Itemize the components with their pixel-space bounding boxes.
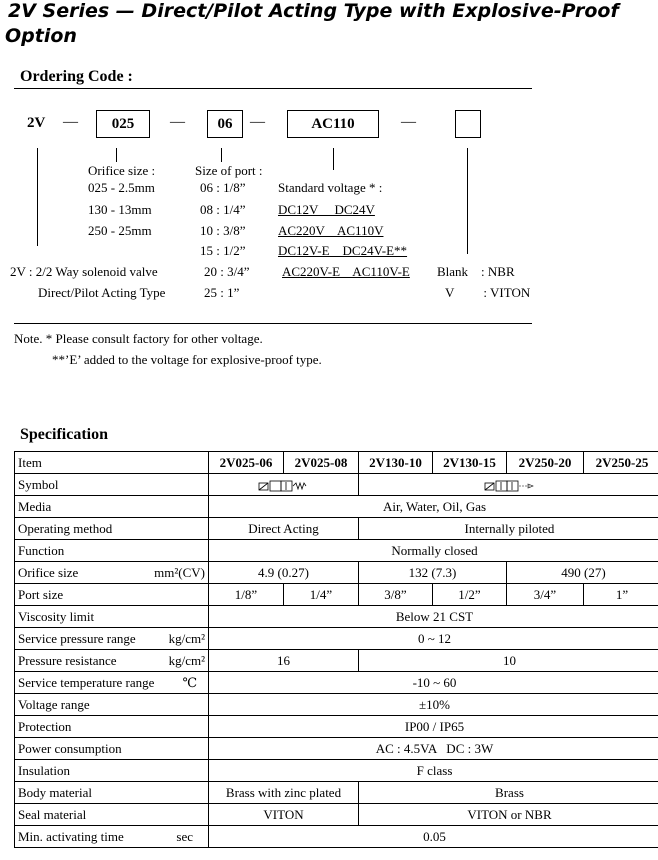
row-label-text: Pressure resistance [18,652,117,668]
voltage-option: AC220V-E AC110V-E [282,264,410,279]
port-option: 25 : 1” [204,285,240,300]
port-connector-line [221,148,222,162]
table-row [15,452,658,474]
seal-connector-line [467,148,468,254]
row-label: Protection [15,716,209,738]
code-dash-1: — [63,114,78,130]
cell-value: ±10% [209,694,658,716]
ordering-code-heading: Ordering Code : [20,68,133,85]
row-label: Voltage range [15,694,209,716]
port-option: 15 : 1/2” [200,243,246,258]
cell-value: -10 ~ 60 [209,672,658,694]
model-header: 2V250-25 [584,452,658,474]
orifice-option: 250 - 25mm [88,223,152,238]
seal-option-nbr: Blank : NBR [437,264,515,279]
ordering-top-rule [14,88,532,89]
voltage-connector-line [333,148,334,170]
row-label [15,562,209,584]
seal-code-box [455,110,481,138]
row-label [15,826,209,848]
specification-heading: Specification [20,426,108,443]
cell-value: 10 [359,650,658,672]
port-code-box: 06 [207,110,243,138]
row-label: Media [15,496,209,518]
table-row [15,628,658,650]
orifice-code-box: 025 [96,110,150,138]
standard-voltage-title: Standard voltage * : [278,180,383,195]
note-line2: **’E’ added to the voltage for explosive-proof type. [52,352,322,367]
item-header: Item [15,452,209,474]
direct-acting-valve-symbol [209,474,359,496]
cell-value: IP00 / IP65 [209,716,658,738]
valve-type-line1: 2V : 2/2 Way solenoid valve [10,264,158,279]
cell-value: Normally closed [209,540,658,562]
voltage-option: DC12V DC24V [278,202,375,217]
table-row [15,738,658,760]
row-label: Port size [15,584,209,606]
cell-value: Below 21 CST [209,606,658,628]
port-option: 06 : 1/8” [200,180,246,195]
table-row [15,716,658,738]
row-unit: ℃ [182,674,197,690]
cell-value: 4.9 (0.27) [209,562,359,584]
row-label: Viscosity limit [15,606,209,628]
code-dash-2: — [170,114,185,130]
cell-value: Internally piloted [359,518,658,540]
model-header: 2V025-08 [284,452,359,474]
port-option: 10 : 3/8” [200,223,246,238]
table-row [15,584,658,606]
row-label-text: Service pressure range [18,630,136,646]
row-label: Insulation [15,760,209,782]
cell-value: 132 (7.3) [359,562,507,584]
table-row [15,650,658,672]
port-option: 20 : 3/4” [204,264,250,279]
table-row [15,562,658,584]
cell-value: F class [209,760,658,782]
row-label: Power consumption [15,738,209,760]
row-label [15,672,209,694]
model-header: 2V130-10 [359,452,433,474]
cell-value: 490 (27) [507,562,658,584]
specification-table [14,451,658,848]
valve-type-line2: Direct/Pilot Acting Type [38,285,166,300]
model-header: 2V025-06 [209,452,284,474]
port-size-title: Size of port : [195,163,263,178]
row-label: Body material [15,782,209,804]
cell-value: 0 ~ 12 [209,628,658,650]
voltage-code-box: AC110 [287,110,379,138]
table-row [15,518,658,540]
table-row [15,540,658,562]
row-label-text: Service temperature range [18,674,155,690]
voltage-option: AC220V AC110V [278,223,384,238]
cell-value: 1/2” [433,584,507,606]
page-title-line1: 2V Series — Direct/Pilot Acting Type with Explosive-Proof [8,0,619,22]
row-label: Seal material [15,804,209,826]
cell-value: 3/8” [359,584,433,606]
table-row [15,782,658,804]
row-label [15,628,209,650]
row-unit: kg/cm² [168,652,205,668]
ordering-bottom-rule [14,323,532,324]
row-label: Symbol [15,474,209,496]
code-dash-4: — [401,114,416,130]
voltage-option: DC12V-E DC24V-E** [278,243,408,258]
table-row [15,474,658,496]
cell-value: 0.05 [209,826,658,848]
row-unit: mm²(CV) [154,564,205,580]
row-label: Function [15,540,209,562]
table-row [15,760,658,782]
row-label: Operating method [15,518,209,540]
code-dash-3: — [250,114,265,130]
table-row [15,826,658,848]
orifice-connector-line [116,148,117,162]
cell-value: Brass [359,782,658,804]
cell-value: 1” [584,584,658,606]
row-unit: sec [176,828,193,844]
cell-value: VITON or NBR [359,804,658,826]
table-row [15,606,658,628]
orifice-option: 130 - 13mm [88,202,152,217]
cell-value: 1/8” [209,584,284,606]
prefix-connector-line [37,148,38,246]
model-header: 2V130-15 [433,452,507,474]
cell-value: VITON [209,804,359,826]
cell-value: 1/4” [284,584,359,606]
solenoid-valve-symbol-icon [258,480,310,492]
cell-value: 16 [209,650,359,672]
table-row [15,672,658,694]
row-unit: kg/cm² [168,630,205,646]
cell-value: Air, Water, Oil, Gas [209,496,658,518]
model-header: 2V250-20 [507,452,584,474]
table-row [15,496,658,518]
orifice-size-title: Orifice size : [88,163,156,178]
note-line1: Note. * Please consult factory for other voltage. [14,331,263,346]
orifice-option: 025 - 2.5mm [88,180,155,195]
cell-value: 3/4” [507,584,584,606]
page-title-line2: Option [5,25,77,47]
code-prefix: 2V [27,115,46,131]
port-option: 08 : 1/4” [200,202,246,217]
cell-value: Brass with zinc plated [209,782,359,804]
seal-option-viton: V : VITON [445,285,531,300]
pilot-valve-symbol [359,474,658,496]
pilot-valve-symbol-icon [484,480,536,492]
cell-value: AC : 4.5VA DC : 3W [209,738,658,760]
table-row [15,694,658,716]
row-label [15,650,209,672]
row-label-text: Orifice size [18,564,79,580]
table-row [15,804,658,826]
row-label-text: Min. activating time [18,828,124,844]
cell-value: Direct Acting [209,518,359,540]
